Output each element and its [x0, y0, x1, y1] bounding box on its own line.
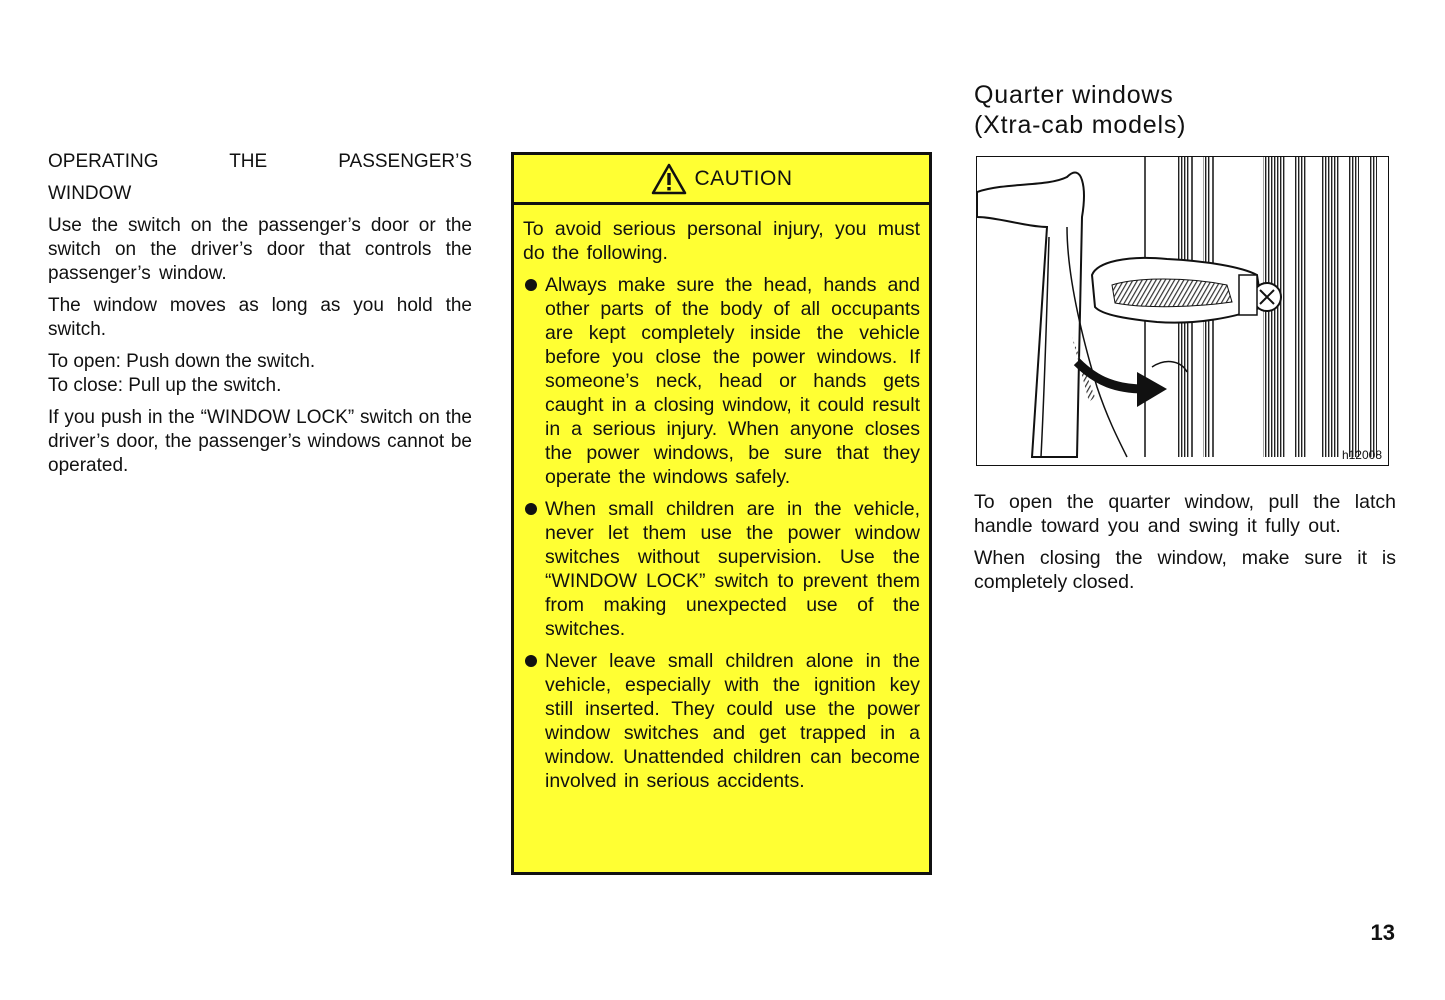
caution-body [514, 205, 929, 793]
caution-bullet-text: Never leave small children alone in the vehicle, especially with the ignition key still inserted. They could use the power window switches and get trapped in a window. Unattended children can become involved in serious accidents. [545, 650, 920, 792]
instruction-close: To close: Pull up the switch. [48, 375, 282, 396]
section-heading: OPERATING THE PASSENGER’S [48, 151, 472, 172]
bullet-dot-icon [525, 655, 537, 667]
caution-header [514, 155, 929, 205]
figure-code: h12008 [1341, 448, 1382, 462]
caution-bullet-text: When small children are in the vehicle, never let them use the power window switches without supervision. Use the “WINDOW LOCK” switch to prevent them from making unexpected use of the switches. [545, 498, 920, 640]
caution-bullet [523, 497, 920, 641]
paragraph-window-moves: The window moves as long as you hold the switch. [48, 295, 472, 340]
paragraph-close-quarter-window: When closing the window, make sure it is completely closed. [974, 547, 1396, 593]
caution-bullet-text: Always make sure the head, hands and other parts of the body of all occupants are kept completely inside the vehicle before you close the power windows. If someone’s neck, head or hands gets caught in a closing window, it could result in a serious injury. When anyone closes the power windows, be sure that they operate the windows safely. [545, 274, 920, 488]
quarter-window-instructions [974, 490, 1396, 602]
bullet-dot-icon [525, 279, 537, 291]
paragraph-open-quarter-window: To open the quarter window, pull the latch handle toward you and swing it fully out. [974, 491, 1396, 537]
caution-bullet [523, 649, 920, 793]
quarter-windows-subtitle: (Xtra-cab models) [974, 111, 1187, 139]
instruction-open: To open: Push down the switch. [48, 351, 316, 372]
paragraph-switch-location: Use the switch on the passenger’s door or the switch on the driver’s door that controls the passenger’s window. [48, 215, 472, 284]
caution-intro: To avoid serious personal injury, you must do the following. [523, 218, 920, 264]
warning-triangle-icon [651, 163, 687, 195]
latch-drawing [977, 157, 1387, 464]
page-number: 13 [1370, 920, 1395, 945]
caution-title: CAUTION [694, 166, 793, 190]
quarter-windows-title: Quarter windows [974, 81, 1174, 109]
section-heading-cont: WINDOW [48, 183, 132, 204]
paragraph-window-lock: If you push in the “WINDOW LOCK” switch on the driver’s door, the passenger’s windows cannot be operated. [48, 407, 472, 476]
bullet-dot-icon [525, 503, 537, 515]
caution-box [511, 152, 932, 875]
left-column [48, 150, 472, 486]
caution-bullet [523, 273, 920, 489]
quarter-window-latch-illustration [976, 156, 1389, 466]
right-column [974, 80, 1396, 593]
